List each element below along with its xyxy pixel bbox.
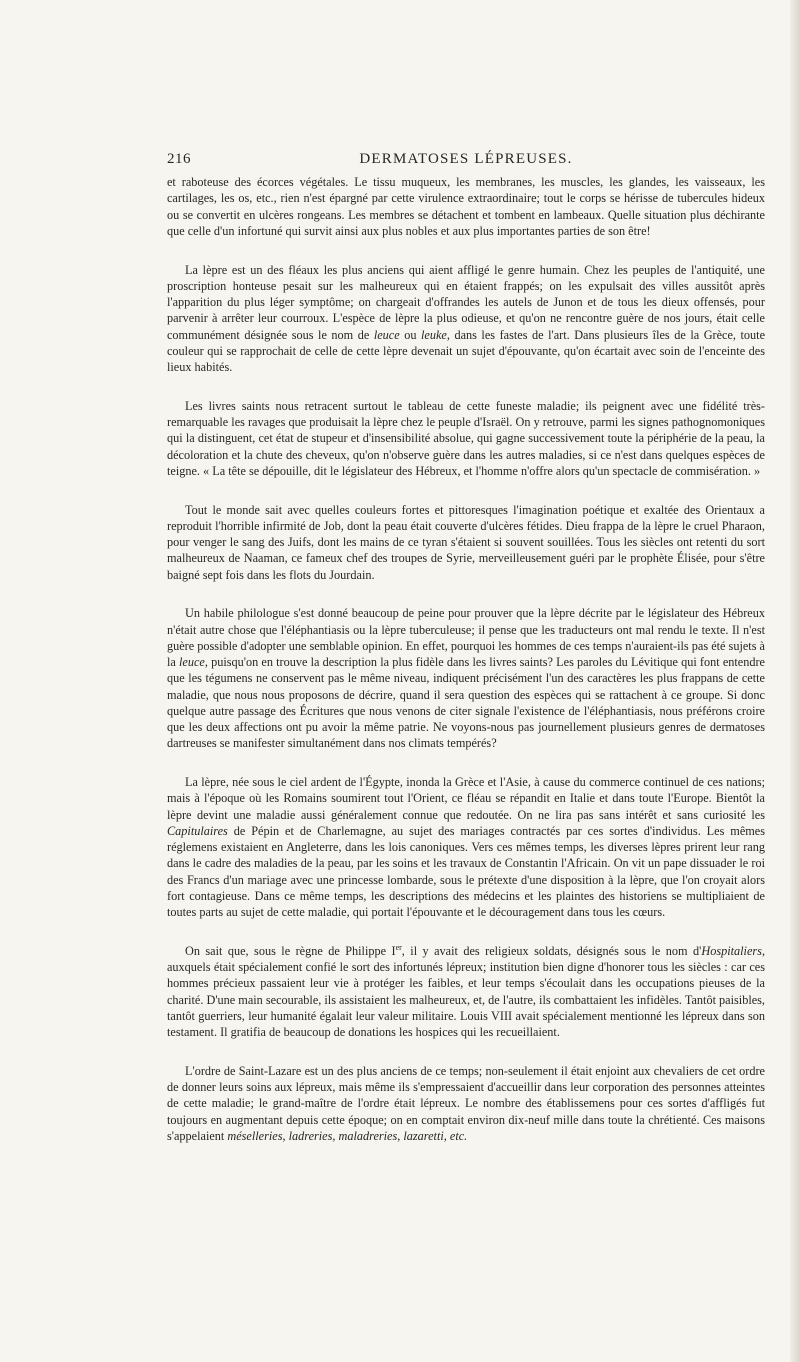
text-run: , auxquels était spécialement confié le sort des infortunés lépreux; institution bien digne d'honorer tous les siècles : car ces hommes précieux passaient leur vie à protéger les faibles, et leur temps s'écoulait dans les occupations pieuses de la charité. D'une main secourable, ils assistaient les malheureux, et, de l'autre, ils combattaient les infidèles. Tantôt paisibles, tantôt guerriers, leur humanité égalait leur valeur militaire. Louis VIII avait spécialement mentionné les lépreux dans son testament. Il gratifia de beaucoup de donations les hospices qui les recueillaient. — [167, 943, 765, 1039]
paragraph-7 — [167, 943, 765, 1041]
italic-term: méselleries, ladreries, maladreries, lazaretti, etc. — [227, 1128, 468, 1143]
text-run: Tout le monde sait avec quelles couleurs fortes et pittoresques l'imagination poétique et exaltée des Orientaux a reproduit l'horrible infirmité de Job, dont la peau était couverte d'ulcères fétides. Dieu frappa de la lèpre le cruel Pharaon, pour venger le sang des Juifs, dont les mains de ce tyran s'étaient si souvent souillées. Tous les siècles ont retenti du sort malheureux de Naaman, ce fameux chef des troupes de Syrie, merveilleusement guéri par le prophète Élisée, pour s'être baigné sept fois dans les flots du Jourdain. — [167, 502, 765, 582]
body-text — [167, 174, 765, 1144]
paragraph-6 — [167, 774, 765, 920]
text-run: , il y avait des religieux soldats, désignés sous le nom d' — [401, 943, 702, 958]
text-run: ou — [399, 327, 421, 342]
text-run: Un habile philologue s'est donné beaucoup de peine pour prouver que la lèpre décrite par le législateur des Hébreux n'était autre chose que l'éléphantiasis ou la lèpre tuberculeuse; il pense que les traducteurs ont mal rendu le texte. Il n'est guère possible d'adopter une semblable opinion. En effet, pourquoi les hommes de ces temps n'auraient-ils pas été sujets à la — [167, 606, 765, 669]
text-run: et raboteuse des écorces végétales. Le tissu muqueux, les membranes, les muscles, les glandes, les vaisseaux, les cartilages, les os, etc., rien n'est épargné par cette virulence extraordinaire; tout le corps se hérisse de tubercules hideux ou se convertit en ulcères rongeans. Les membres se détachent et tombent en lambeaux. Quelle situation plus déchirante que celle d'un infortuné qui survit ainsi aux plus nobles et aux plus importantes parties de son être! — [167, 175, 765, 238]
text-run: La lèpre est un des fléaux les plus anciens qui aient affligé le genre humain. Chez les peuples de l'antiquité, une proscription honteuse pesait sur les malheureux qui en étaient frappés; on les expulsait des villes aussitôt après l'apparition du plus léger symptôme; on chargeait d'offrandes les autels de Junon et de tous les dieux offensés, pour parvenir à arrêter leur courroux. L'espèce de lèpre la plus odieuse, et qu'on ne rencontre guère de nos jours, était celle communément désignée sous le nom de — [167, 262, 765, 342]
text-run: , puisqu'on en trouve la description la plus fidèle dans les livres saints? Les paroles du Lévitique qui font entendre que les tégumens ne conservent pas le même niveau, indiquent précisément l'un des caractères les plus frappans de cette maladie, que nous nous proposons de décrire, quand il sera question des espèces qui se rattachent à ce groupe. Si donc quelque autre passage des Écritures que nous venons de citer signale l'existence de l'éléphantiasis, nous préférons croire que les deux affections ont pu avoir la même patrie. Ne voyons-nous pas journellement plusieurs genres de dermatoses dartreuses se manifester simultanément dans nos climats tempérés? — [167, 655, 765, 751]
paragraph-3 — [167, 398, 765, 479]
paragraph-8 — [167, 1063, 765, 1144]
superscript: er — [395, 942, 402, 952]
italic-term: Hospitaliers — [701, 943, 762, 958]
text-run: La lèpre, née sous le ciel ardent de l'Égypte, inonda la Grèce et l'Asie, à cause du commerce continuel de ces nations; mais à l'époque où les Romains soumirent tout l'Orient, ce fléau se répandit en Italie et dans toute l'Europe. Bientôt la lèpre devint une maladie aussi généralement connue que redoutée. On ne lira pas sans intérêt et sans curiosité les — [167, 775, 765, 822]
italic-term: leuke — [421, 327, 447, 342]
paragraph-2 — [167, 262, 765, 376]
page-header — [167, 151, 765, 171]
text-run: de Pépin et de Charlemagne, au sujet des mariages contractés par ces sortes d'individus. Les mêmes réglemens existaient en Angleterre, dans les lois canoniques. Vers ces mêmes temps, les diverses lèpres prirent leur rang dans le cadre des maladies de la peau, par les soins et les travaux de Constantin l'Africain. On vit un pape dissuader le roi des Francs d'un mariage avec une princesse lombarde, sous le prétexte d'une disposition à la lèpre, que l'on croyait alors fort contagieuse. Dans ce même temps, les descriptions des médecins et les plaintes des historiens se multipliaient de toutes parts au sujet de cette maladie, qui portait l'épouvante et le découragement dans tous les cœurs. — [167, 823, 765, 919]
paragraph-5 — [167, 605, 765, 751]
italic-term: Capitulaires — [167, 823, 228, 838]
text-run: On sait que, sous le règne de Philippe I — [185, 943, 396, 958]
text-run: , dans les fastes de l'art. Dans plusieurs îles de la Grèce, toute couleur qui se rapprochait de celle de cette lèpre devenait un sujet d'épouvante, qu'on écartait avec soin de l'enceinte des lieux habités. — [167, 327, 766, 374]
italic-term: leuce — [179, 655, 205, 669]
running-title: DERMATOSES LÉPREUSES. — [359, 151, 573, 167]
text-run: Les livres saints nous retracent surtout le tableau de cette funeste maladie; ils peignent avec une fidélité très-remarquable les ravages que produisait la lèpre chez le peuple d'Israël. On y retrouve, parmi les signes pathognomoniques qui la distinguent, cet état de stupeur et d'insensibilité absolue, qui gagne successivement toute la périphérie de la peau, la décoloration et la chute des cheveux, qu'on n'observe guère dans les autres maladies, si ce n'est dans quelques espèces de teigne. « La tête se dépouille, dit le législateur des Hébreux, et l'homme n'offre alors qu'un spectacle de commisération. » — [167, 398, 765, 478]
paragraph-4 — [167, 502, 765, 583]
paragraph-1 — [167, 174, 765, 239]
page-number: 216 — [167, 151, 191, 167]
text-run: L'ordre de Saint-Lazare est un des plus anciens de ce temps; non-seulement il était enjoint aux chevaliers de cet ordre de donner leurs soins aux lépreux, mais même ils s'empressaient d'accueillir dans leur corporation des personnes atteintes de cette maladie; le grand-maître de l'ordre était lépreux. Le nombre des établissemens pour ces sortes d'affligés fut toujours en augmentant depuis cette époque; on en comptait environ dix-neuf mille dans toute la chrétienté. Ces maisons s'appelaient — [167, 1063, 765, 1143]
italic-term: leuce — [373, 327, 400, 342]
